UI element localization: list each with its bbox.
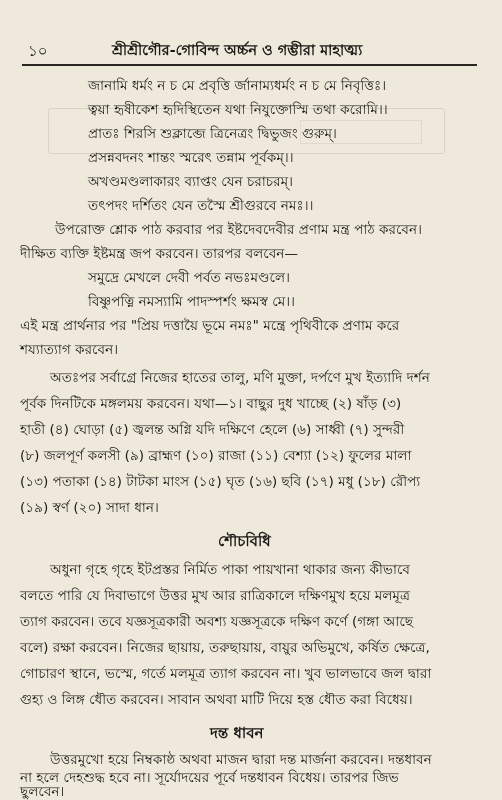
paragraph-line: শয্যাত্যাগ করবেন।: [20, 342, 119, 358]
paragraph-line: এই মন্ত্র প্রার্থনার পর "প্রিয় দত্তায়ৈ ভূমে নমঃ" মন্ত্রে পৃথিবীকে প্রণাম করে: [20, 318, 400, 334]
verse-line: সমুদ্রে মেখলে দেবী পর্বত নভঃমণ্ডলে।: [88, 270, 291, 286]
section-heading: শৌচবিধি: [218, 532, 271, 550]
paragraph-line: পূর্বক দিনটিকে মঙ্গলময় করবেন। যথা—১। বাছুর দুধ খাচ্ছে (২) ষাঁড় (৩): [20, 396, 402, 412]
page-number: ১০: [28, 42, 48, 60]
verse-line: ত্বয়া হৃষীকেশ হৃদিস্থিতেন যথা নিযুক্তোস্মি তথা করোমি।।: [88, 102, 388, 118]
paragraph-line: উপরোক্ত শ্লোক পাঠ করবার পর ইষ্টদেবদেবীর প্রণাম মন্ত্র পাঠ করবেন।: [55, 222, 422, 238]
section-heading: দন্ত ধাবন: [210, 724, 264, 742]
paragraph-line: ত্যাগ করবেন। তবে যজ্ঞসূত্রকারী অবশ্য যজ্ঞসূত্রকে দক্ষিণ কর্ণে (গঙ্গা আছে: [20, 614, 414, 630]
paragraph-line: অধুনা গৃহে গৃহে ইটপ্রস্তর নির্মিত পাকা পায়খানা থাকার জন্য কীভাবে: [50, 562, 410, 578]
running-title: শ্রীশ্রীগৌর-গোবিন্দ অর্চ্চন ও গম্ভীরা মাহাত্ম্য: [112, 43, 363, 59]
verse-line: বিষ্ণুপত্নি নমস্যামি পাদস্পর্শং ক্ষমস্ব মে।।: [88, 294, 296, 310]
paragraph-line: অতঃপর সর্বাগ্রে নিজের হাতের তালু, মণি মুক্তা, দর্পণে মুখ ইত্যাদি দর্শন: [50, 370, 430, 386]
paragraph-line: গোচারণ স্থানে, ভস্মে, গর্তে মলমূত্র ত্যাগ করবেন না। খুব ভালভাবে জল দ্বারা: [20, 666, 432, 682]
verse-line: জানামি ধর্মং ন চ মে প্রবৃত্তি র্জানাম্যধর্মং ন চ মে নিবৃত্তিঃ।: [88, 78, 387, 94]
paragraph-line: ছুলবেন।: [20, 784, 65, 800]
paragraph-line: না হলে দেহশুদ্ধ হবে না। সূর্যোদয়ের পূর্বে দন্তধাবন বিধেয়। তারপর জিভ: [20, 770, 399, 786]
paragraph-line: দীক্ষিত ব্যক্তি ইষ্টমন্ত্র জপ করবেন। তারপর বলবেন—: [20, 246, 299, 262]
paragraph-line: বলে) রক্ষা করবেন। নিজের ছায়ায়, তরুছায়ায়, বায়ুর অভিমুখে, কর্ষিত ক্ষেত্রে,: [20, 640, 430, 656]
paragraph-line: (১৯) স্বর্ণ (২০) সাদা ধান।: [20, 500, 159, 516]
paragraph-line: (১৩) পতাকা (১৪) টাটকা মাংস (১৫) ঘৃত (১৬) ছবি (১৭) মধু (১৮) রৌপ্য: [20, 474, 421, 490]
paragraph-line: বলতে পারি যে দিবাভাগে উত্তর মুখ আর রাত্রিকালে দক্ষিণমুখ হয়ে মলমূত্র: [20, 588, 410, 604]
page-header: [22, 38, 482, 62]
paragraph-line: উত্তরমুখো হয়ে নিম্বকাষ্ঠ অথবা মাজন দ্বারা দন্ত মার্জনা করবেন। দন্তধাবন: [50, 752, 432, 768]
verse-line: তৎপদং দর্শিতং যেন তস্মৈ শ্রীগুরবে নমঃ।।: [88, 198, 314, 214]
paragraph-line: হাতী (৪) ঘোড়া (৫) জ্বলন্ত অগ্নি যদি দক্ষিণে হেলে (৬) সাধ্বী (৭) সুন্দরী: [20, 422, 405, 438]
paragraph-line: (৮) জলপূর্ণ কলসী (৯) ব্রাহ্মণ (১০) রাজা (১১) বেশ্যা (১২) ফুলের মালা: [20, 448, 412, 464]
verse-line: প্রাতঃ শিরসি শুক্লাব্জে ত্রিনেত্রং দ্বিভুজং গুরুম্।: [88, 126, 337, 142]
verse-line: প্রসন্নবদনং শান্তং স্মরেৎ তন্নাম পূর্বকম্।।: [88, 150, 294, 166]
verse-line: অখণ্ডমণ্ডলাকারং ব্যাপ্তং যেন চরাচরম্।: [88, 174, 294, 190]
header-rule: [22, 64, 477, 66]
paragraph-line: গুহ্য ও লিঙ্গ ধৌত করবেন। সাবান অথবা মাটি দিয়ে হস্ত ধৌত করা বিধেয়।: [20, 692, 413, 708]
